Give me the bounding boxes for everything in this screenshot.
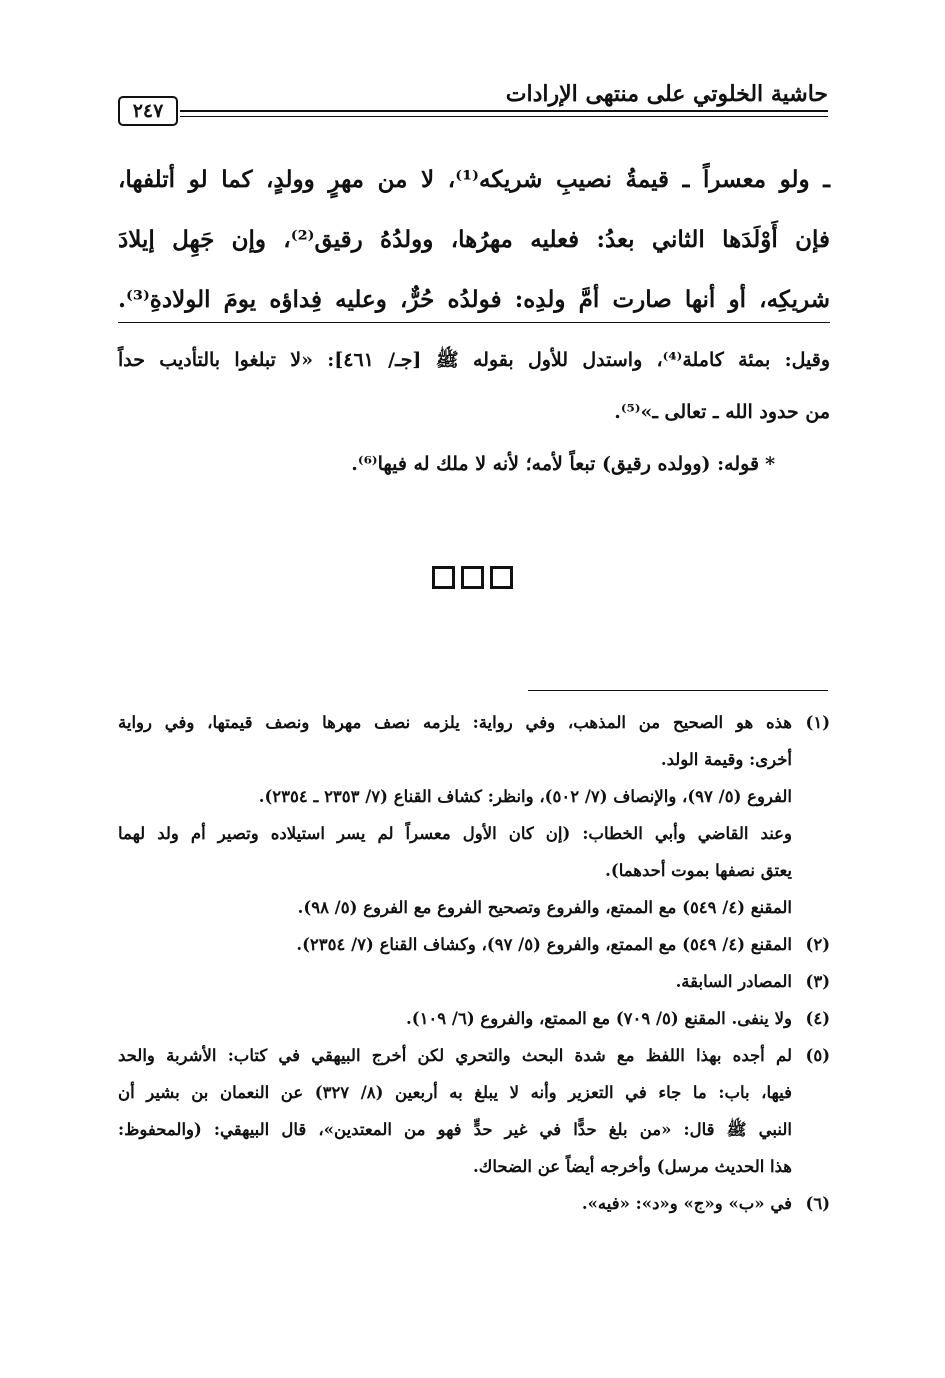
footnote-line xyxy=(118,926,830,963)
footnote-text: أخرى: وقيمة الولد. xyxy=(660,750,792,769)
footnote-line xyxy=(118,963,830,1000)
footnote-text: فيها، باب: ما جاء في التعزير وأنه لا يبلغ به أربعين (٨/ ٣٢٧) عن النعمان بن بشير أن xyxy=(118,1083,792,1102)
star-marker-icon: * xyxy=(765,453,775,475)
footnote-text: المقنع (٤/ ٥٤٩) مع الممتع، والفروع وتصحيح الفروع مع الفروع (٥/ ٩٨). xyxy=(297,898,792,917)
footnote-divider xyxy=(528,690,828,691)
footnote-line xyxy=(118,889,830,926)
footnote-line xyxy=(118,1000,830,1037)
footnote-number: (٤) xyxy=(805,1009,830,1028)
footnote-text: وعند القاضي وأبي الخطاب: (إن كان الأول معسراً لم يسر استيلاده وتصير أم ولد لهما xyxy=(118,824,792,843)
commentary-line xyxy=(118,438,830,490)
footnote-text: في «ب» و«ج» و«د»: «فيه». xyxy=(581,1194,792,1213)
footnote-text: هذه هو الصحيح من المذهب، وفي رواية: يلزمه نصف مهرها ونصف قيمتها، وفي رواية xyxy=(118,713,792,732)
footnote-text: المقنع (٤/ ٥٤٩) مع الممتع، والفروع (٥/ ٩٧)، وكشاف القناع (٧/ ٢٣٥٤). xyxy=(296,935,792,954)
footnote-text: يعتق نصفها بموت أحدهما). xyxy=(605,861,792,880)
main-text-line: فإن أَوْلَدَها الثاني بعدُ: فعليه مهرُها، وولدُهُ رقيق⁽²⁾، وإن جَهِل إيلادَ xyxy=(118,226,830,253)
footnote-line xyxy=(118,1074,830,1111)
footnote-number: (٦) xyxy=(805,1194,830,1213)
commentary-line: وقيل: بمئة كاملة⁽⁴⁾، واستدل للأول بقوله ﷺ [جـ/ ٤٦١]: «لا تبلغوا بالتأديب حداً xyxy=(118,349,830,371)
commentary xyxy=(118,334,830,490)
footnote-text: لم أجده بهذا اللفظ مع شدة البحث والتحري لكن أخرج البيهقي في كتاب: الأشربة والحد xyxy=(118,1046,792,1065)
footnote-number: (٣) xyxy=(805,972,830,991)
footnote-text: الفروع (٥/ ٩٧)، والإنصاف (٧/ ٥٠٢)، وانظر: كشاف القناع (٧/ ٢٣٥٣ ـ ٢٣٥٤). xyxy=(258,787,792,806)
footnote-line xyxy=(118,852,830,889)
main-text-line: ـ ولو معسراً ـ قيمةُ نصيبِ شريكه⁽¹⁾، لا من مهرٍ وولدٍ، كما لو أتلفها، xyxy=(118,166,830,193)
commentary-line: من حدود الله ـ تعالى ـ»⁽⁵⁾. xyxy=(614,401,830,423)
footnote-line xyxy=(118,1037,830,1074)
running-title: حاشية الخلوتي على منتهى الإرادات xyxy=(505,81,828,107)
footnote-line xyxy=(118,1185,830,1222)
commentary-line-text: قوله: (وولده رقيق) تبعاً لأمه؛ لأنه لا ملك له فيها⁽⁶⁾. xyxy=(351,453,760,475)
footnote-text: هذا الحديث مرسل) وأخرجه أيضاً عن الضحاك. xyxy=(473,1157,792,1176)
page-number: ٢٤٧ xyxy=(118,96,178,126)
footnote-line xyxy=(118,1111,830,1148)
main-text-divider xyxy=(118,322,830,323)
footnote-number: (٢) xyxy=(805,935,830,954)
footnote-line xyxy=(118,1148,830,1185)
main-text xyxy=(118,150,830,330)
footnote-number: (٥) xyxy=(805,1046,830,1065)
footnote-line xyxy=(118,741,830,778)
footnote-text: المصادر السابقة. xyxy=(675,972,792,991)
page-header xyxy=(118,80,828,120)
footnote-text: ولا ينفى. المقنع (٥/ ٧٠٩) مع الممتع، والفروع (٦/ ١٠٩). xyxy=(406,1009,792,1028)
square-ornament-icon xyxy=(490,566,513,589)
footnote-line xyxy=(118,704,830,741)
footnote-number: (١) xyxy=(805,713,830,732)
footnote-line xyxy=(118,815,830,852)
square-ornament-icon xyxy=(461,566,484,589)
square-ornament-icon xyxy=(432,566,455,589)
footnote-line xyxy=(118,778,830,815)
footnote-text: النبي ﷺ قال: «من بلغ حدًّا في غير حدٍّ فهو من المعتدين»، قال البيهقي: (والمحفوظ: xyxy=(118,1120,792,1139)
footnotes xyxy=(118,704,830,1222)
section-separator xyxy=(0,566,945,593)
header-rule xyxy=(180,110,828,117)
main-text-line: شريكِه، أو أنها صارت أمَّ ولدِه: فولدُه حُرٌّ، وعليه فِداؤه يومَ الولادةِ⁽³⁾. xyxy=(118,286,830,313)
